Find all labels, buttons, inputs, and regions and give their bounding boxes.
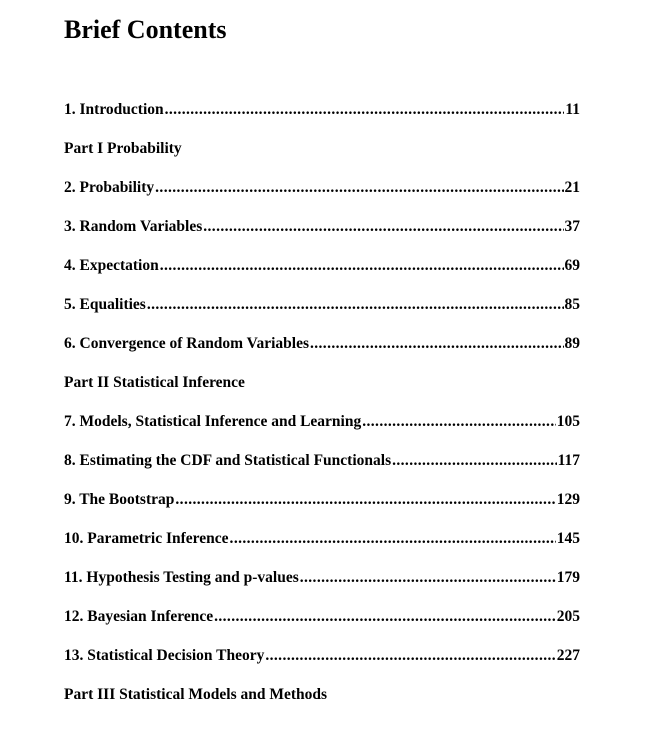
toc-chapter-entry[interactable] xyxy=(64,448,580,487)
dot-leader xyxy=(265,643,555,669)
toc-chapter-entry[interactable] xyxy=(64,526,580,565)
page-title: Brief Contents xyxy=(64,15,227,44)
toc-chapter-entry[interactable] xyxy=(64,292,580,331)
chapter-title: 1. Introduction xyxy=(64,101,164,118)
dot-leader xyxy=(203,214,563,240)
page-number: 117 xyxy=(557,452,580,469)
toc-chapter-entry[interactable] xyxy=(64,253,580,292)
dot-leader xyxy=(165,97,565,123)
toc-chapter-entry[interactable] xyxy=(64,565,580,604)
toc-chapter-entry[interactable] xyxy=(64,643,580,682)
chapter-title: 10. Parametric Inference xyxy=(64,530,229,547)
chapter-title: 3. Random Variables xyxy=(64,218,203,235)
chapter-title: 5. Equalities xyxy=(64,296,146,313)
chapter-title: 8. Estimating the CDF and Statistical Functionals xyxy=(64,452,392,469)
toc-chapter-entry[interactable] xyxy=(64,604,580,643)
chapter-title: 6. Convergence of Random Variables xyxy=(64,335,309,352)
page-number: 129 xyxy=(556,491,580,508)
dot-leader xyxy=(230,526,556,552)
toc-chapter-entry[interactable] xyxy=(64,97,580,136)
part-title: Part III Statistical Models and Methods xyxy=(64,686,328,703)
dot-leader xyxy=(362,409,556,435)
chapter-title: 2. Probability xyxy=(64,179,155,196)
page-number: 85 xyxy=(564,296,580,313)
chapter-title: 11. Hypothesis Testing and p-values xyxy=(64,569,299,586)
toc-chapter-entry[interactable] xyxy=(64,331,580,370)
toc-part-heading xyxy=(64,682,580,721)
table-of-contents xyxy=(64,97,580,721)
page-number: 227 xyxy=(556,647,580,664)
dot-leader xyxy=(310,331,564,357)
dot-leader xyxy=(155,175,563,201)
chapter-title: 12. Bayesian Inference xyxy=(64,608,214,625)
page-number: 145 xyxy=(556,530,580,547)
dot-leader xyxy=(160,253,564,279)
toc-chapter-entry[interactable] xyxy=(64,214,580,253)
dot-leader xyxy=(175,487,555,513)
toc-chapter-entry[interactable] xyxy=(64,175,580,214)
chapter-title: 7. Models, Statistical Inference and Learning xyxy=(64,413,362,430)
page-number: 179 xyxy=(556,569,580,586)
page-number: 69 xyxy=(564,257,580,274)
page-number: 37 xyxy=(564,218,580,235)
toc-chapter-entry[interactable] xyxy=(64,487,580,526)
page-number: 205 xyxy=(556,608,580,625)
part-title: Part I Probability xyxy=(64,140,182,157)
page-number: 21 xyxy=(564,179,580,196)
chapter-title: 9. The Bootstrap xyxy=(64,491,175,508)
toc-chapter-entry[interactable] xyxy=(64,409,580,448)
dot-leader xyxy=(392,448,556,474)
dot-leader xyxy=(214,604,556,630)
page-number: 11 xyxy=(565,101,580,118)
chapter-title: 13. Statistical Decision Theory xyxy=(64,647,265,664)
page-number: 105 xyxy=(556,413,580,430)
dot-leader xyxy=(147,292,564,318)
page-number: 89 xyxy=(564,335,580,352)
toc-part-heading xyxy=(64,370,580,409)
dot-leader xyxy=(300,565,556,591)
toc-part-heading xyxy=(64,136,580,175)
chapter-title: 4. Expectation xyxy=(64,257,159,274)
part-title: Part II Statistical Inference xyxy=(64,374,245,391)
